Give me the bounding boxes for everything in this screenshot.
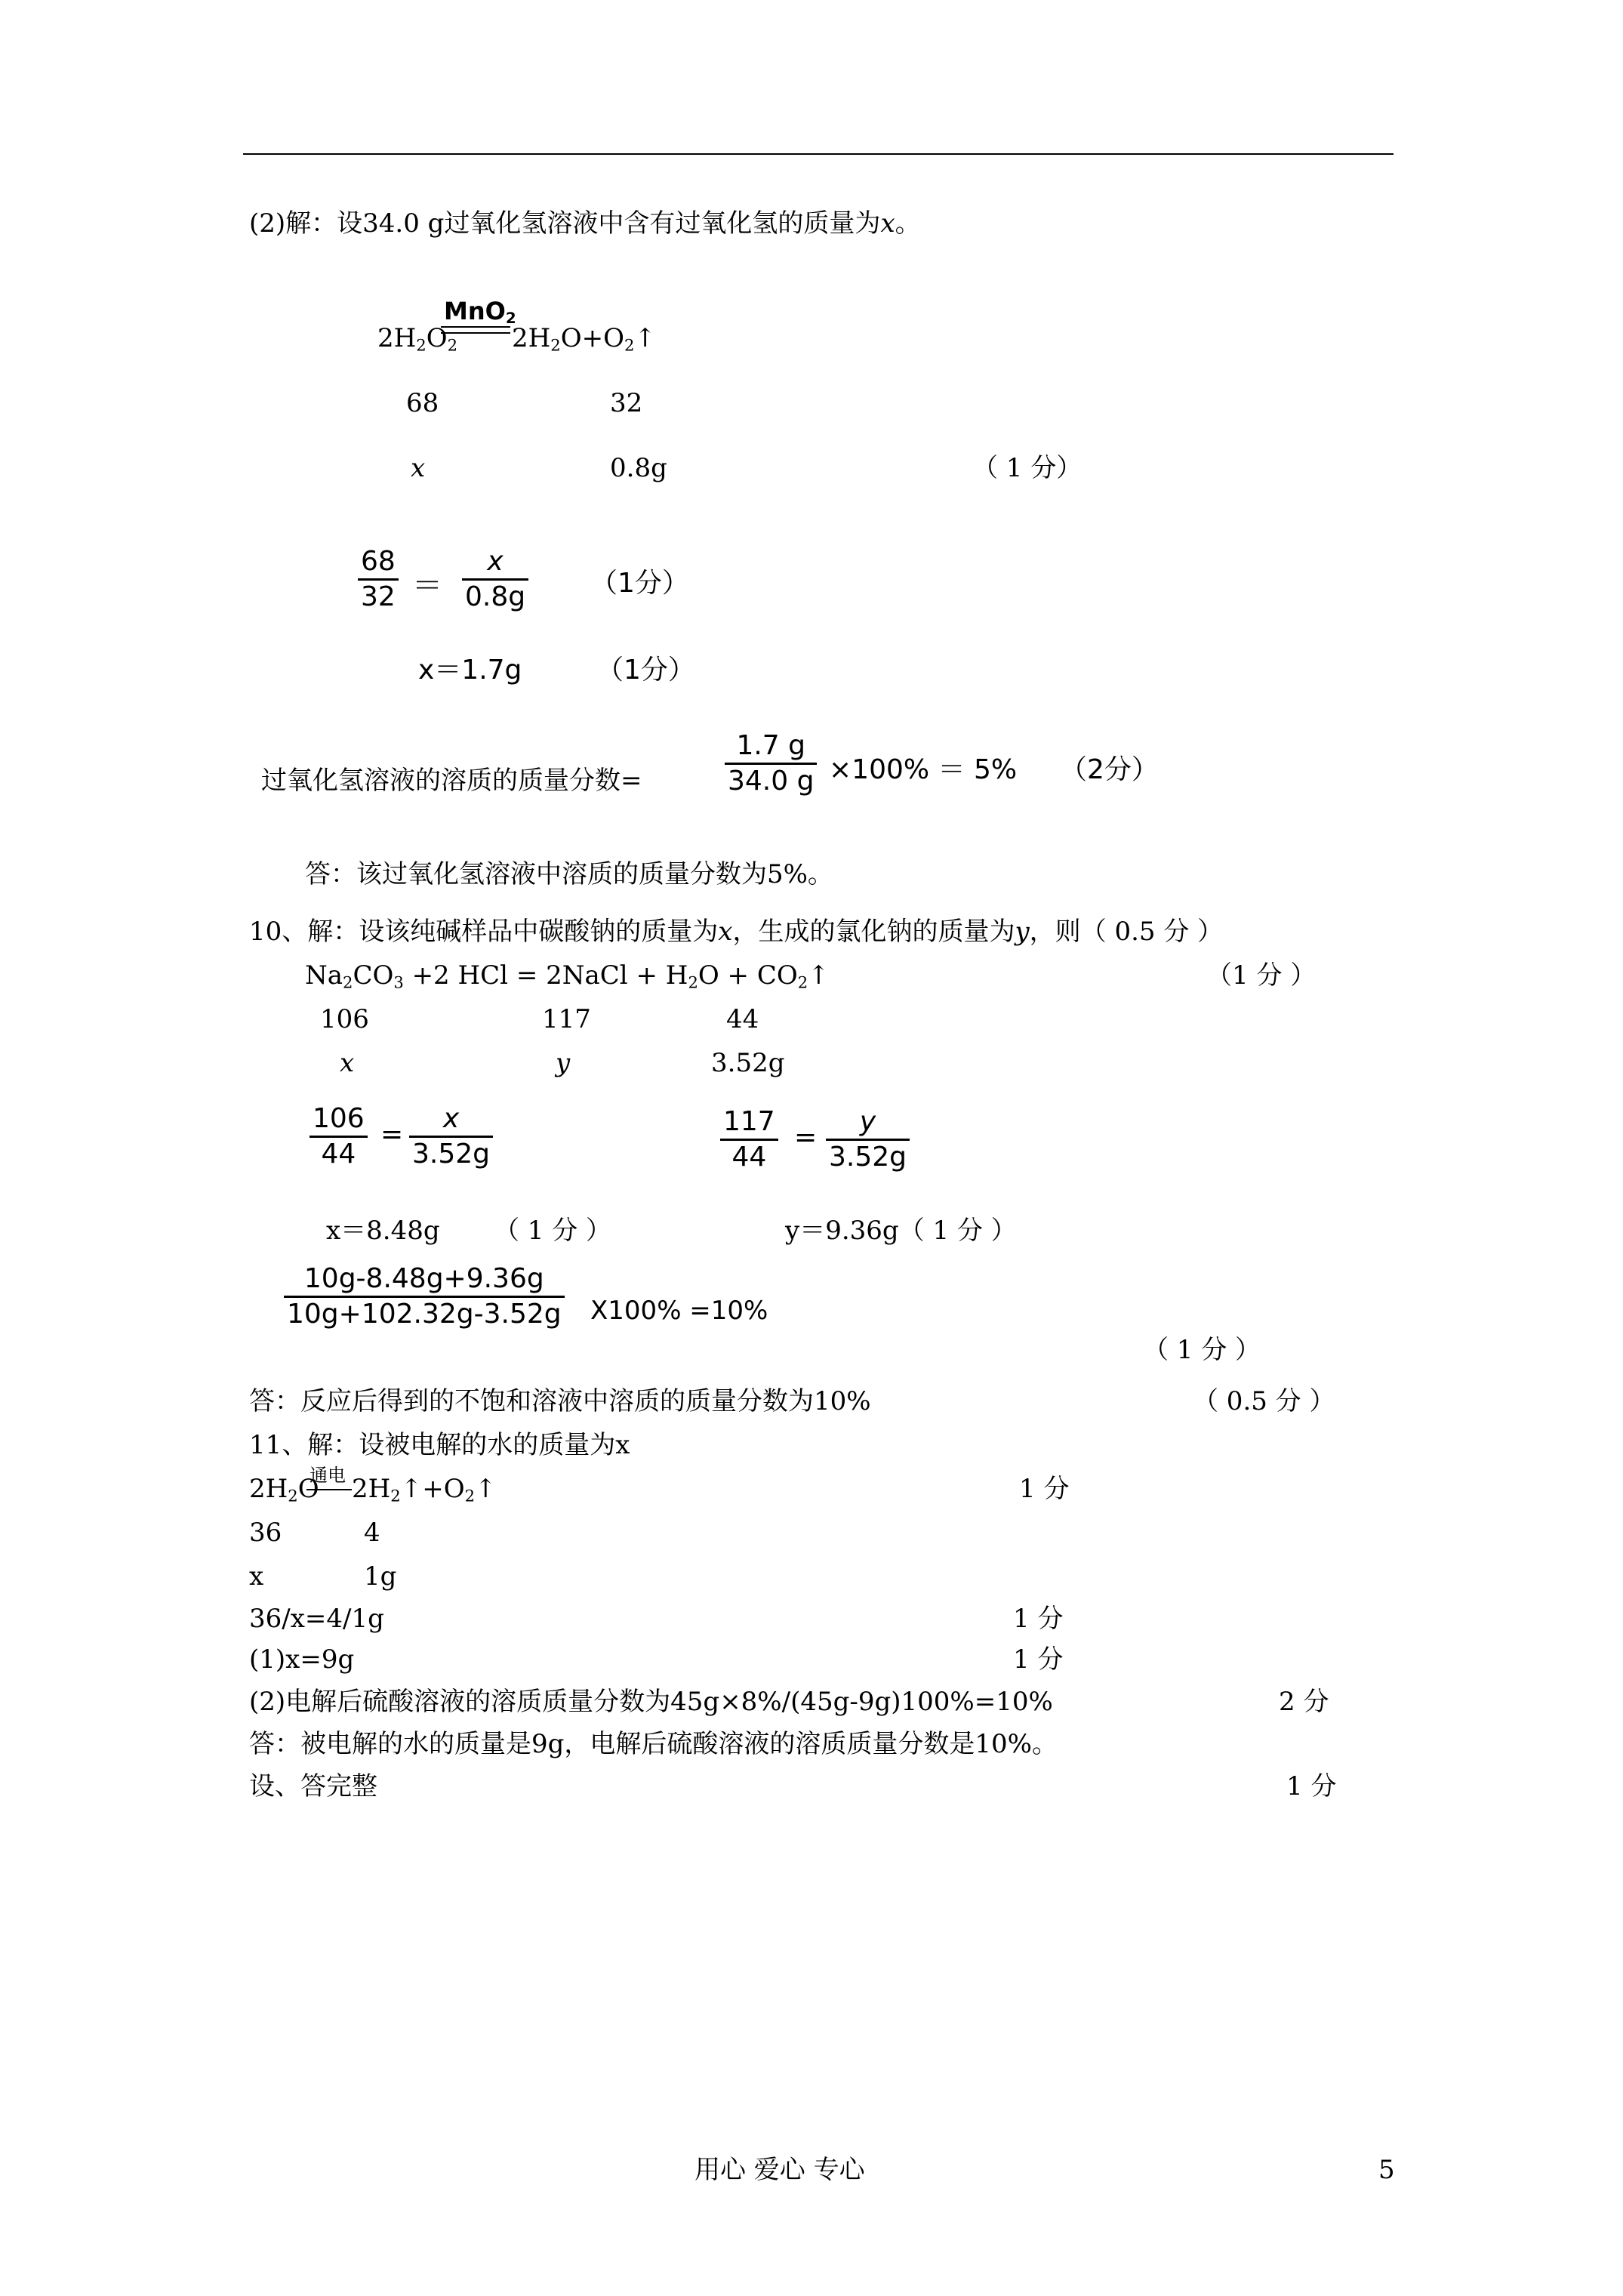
footer-text: 用心 爱心 专心 <box>694 2155 865 2185</box>
q11-ratio: 36/x=4/1g <box>249 1604 384 1634</box>
q11-var-1: x <box>249 1561 264 1592</box>
q2-mass-fraction: 1.7 g 34.0 g <box>725 729 817 798</box>
q2-eq-left: $2H_2O_2$ <box>377 323 458 355</box>
q10-mass-1: 106 <box>320 1004 369 1034</box>
q11-result-2: (2)电解后硫酸溶液的溶质质量分数为45g×8%/(45g-9g)100%=10% <box>249 1687 1053 1717</box>
q10-mass-2: 117 <box>542 1004 591 1034</box>
q10-var-1: x <box>340 1048 355 1078</box>
q2-score-3: （1分） <box>596 655 695 686</box>
q2-mass-1: 68 <box>406 388 439 418</box>
q10-answer-score: （ 0.5 分 ） <box>1193 1386 1335 1416</box>
q10-frac-a: 106 44 <box>310 1102 368 1171</box>
q10-intro: 10、解：设该纯碱样品中碳酸钠的质量为x，生成的氯化钠的质量为y，则（ 0.5 分 ） <box>249 917 1224 947</box>
page-number: 5 <box>1378 2155 1395 2185</box>
q2-eq-right: $2H_2O+O_2↑$ <box>512 323 656 355</box>
q10-frac-c: 117 44 <box>720 1105 778 1174</box>
q10-frac-b: x 3.52g <box>409 1102 493 1171</box>
q11-eq-left: $2H_2O$ <box>249 1474 319 1505</box>
q10-frac-d: y 3.52g <box>826 1105 910 1174</box>
q2-fraction-tail: ×100% ＝ 5% <box>829 754 1018 785</box>
q11-result-1-score: 1 分 <box>1013 1644 1064 1675</box>
q10-big-score: （ 1 分 ） <box>1143 1335 1261 1365</box>
q10-result-x: x＝8.48g <box>326 1216 440 1246</box>
q2-intro: (2)解：设34.0 g过氧化氢溶液中含有过氧化氢的质量为x。 <box>249 208 921 239</box>
q10-answer: 答：反应后得到的不饱和溶液中溶质的质量分数为10% <box>249 1386 871 1416</box>
q11-eq-right: $2H_2↑+O_2↑$ <box>352 1474 497 1505</box>
q11-result-1: (1)x=9g <box>249 1644 355 1675</box>
q11-var-2: 1g <box>364 1561 397 1592</box>
q2-ratio-frac-1: 68 32 <box>358 545 399 614</box>
q10-big-fraction: 10g-8.48g+9.36g 10g+102.32g-3.52g <box>284 1262 565 1331</box>
q11-answer: 答：被电解的水的质量是9g，电解后硫酸溶液的溶质质量分数是10%。 <box>249 1729 1058 1759</box>
q10-equation: $Na_2CO_3 +2$ HCl = 2NaCl + $H_2O$ + $CO_2↑$ <box>305 960 830 992</box>
q2-result: x＝1.7g <box>418 655 522 686</box>
q10-equals-2: = <box>794 1122 818 1153</box>
q2-fraction-label: 过氧化氢溶液的溶质的质量分数= <box>261 766 642 796</box>
q10-var-2: y <box>556 1048 571 1078</box>
header-rule <box>243 153 1394 155</box>
q11-condition: 通电 <box>310 1465 346 1486</box>
q11-ratio-score: 1 分 <box>1013 1604 1064 1634</box>
q11-complete: 设、答完整 <box>249 1771 377 1801</box>
q10-big-tail: X100% =10% <box>590 1296 768 1326</box>
q2-var-2: 0.8g <box>610 453 667 483</box>
q10-mass-3: 44 <box>726 1004 759 1034</box>
q11-intro: 11、解：设被电解的水的质量为x <box>249 1430 630 1460</box>
q2-ratio-equals: ＝ <box>412 569 442 603</box>
q2-answer: 答：该过氧化氢溶液中溶质的质量分数为5%。 <box>305 859 833 889</box>
q10-eq-score: （1 分 ） <box>1206 960 1317 991</box>
q2-score-4: （2分） <box>1060 754 1159 785</box>
q11-mass-2: 4 <box>364 1518 380 1548</box>
q10-var-3: 3.52g <box>711 1048 785 1078</box>
q10-equals-1: = <box>380 1119 404 1150</box>
q2-var-1: x <box>411 453 426 483</box>
q2-ratio-frac-2: x 0.8g <box>462 545 528 614</box>
q2-mass-2: 32 <box>610 388 643 418</box>
q11-complete-score: 1 分 <box>1286 1771 1337 1801</box>
q10-result-x-score: （ 1 分 ） <box>494 1216 612 1246</box>
q11-eq-bar <box>306 1489 352 1490</box>
q2-score-2: （1分） <box>590 568 689 599</box>
q11-eq-score: 1 分 <box>1019 1474 1070 1504</box>
q2-score-1: （ 1 分） <box>972 453 1083 483</box>
q11-result-2-score: 2 分 <box>1279 1687 1329 1717</box>
q2-catalyst: MnO$_2$ <box>444 297 516 327</box>
q11-mass-1: 36 <box>249 1518 282 1548</box>
q10-result-y: y＝9.36g（ 1 分 ） <box>785 1216 1017 1246</box>
